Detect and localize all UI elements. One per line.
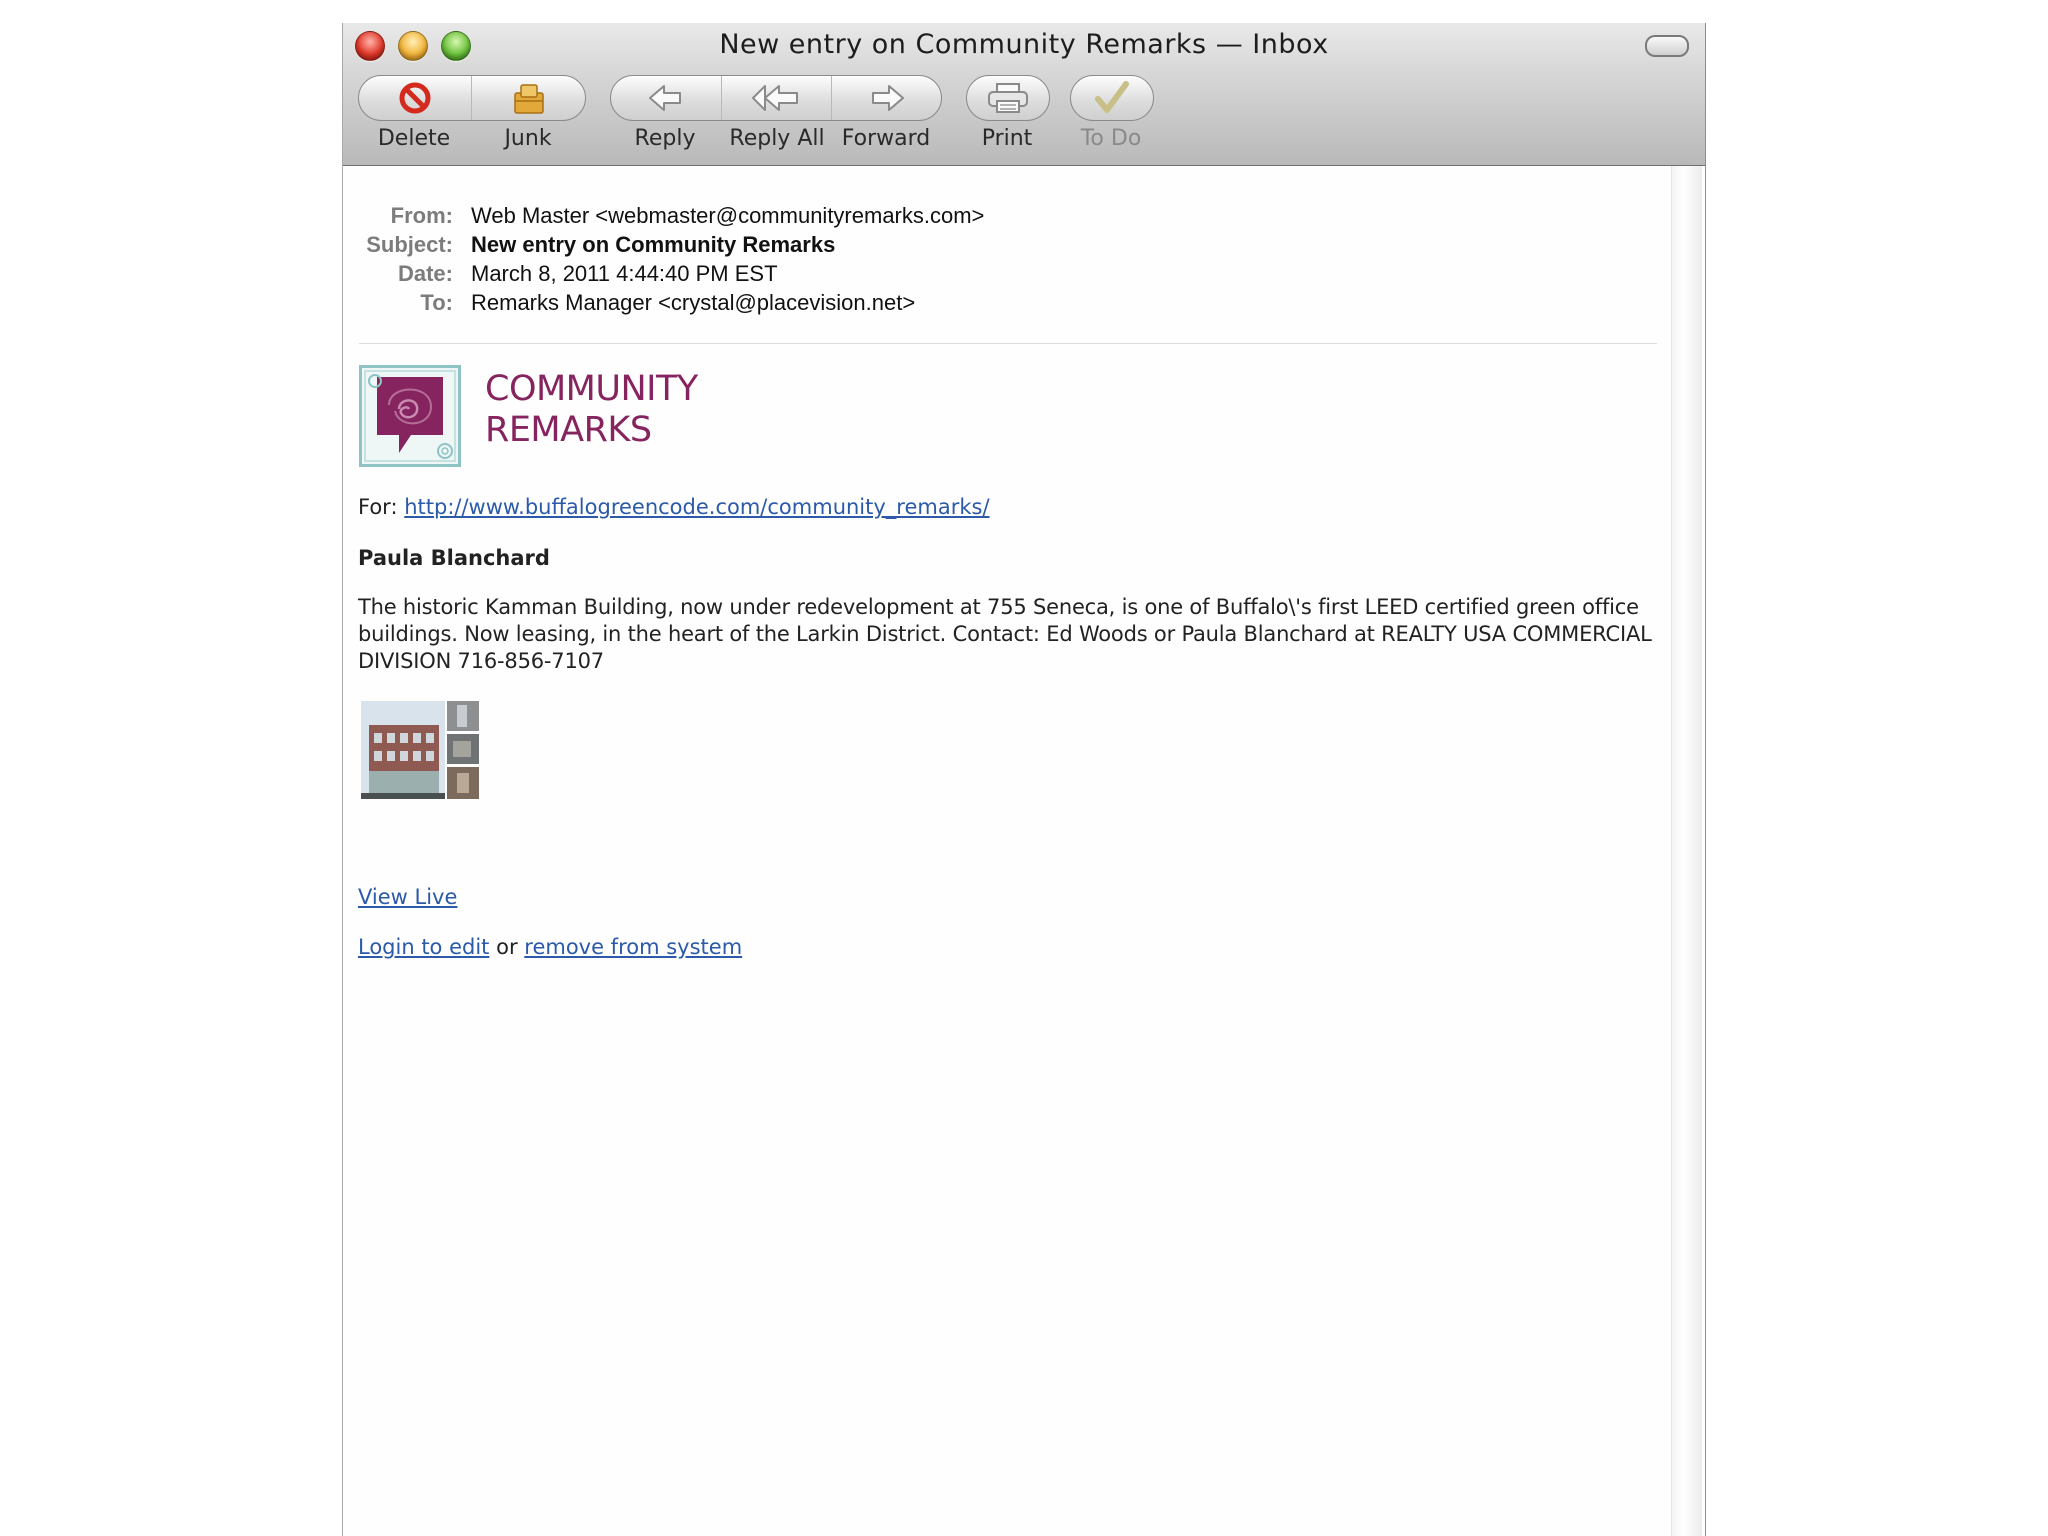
forward-button[interactable] <box>831 76 941 120</box>
community-remarks-url-link[interactable]: http://www.buffalogreencode.com/community_remarks/ <box>404 495 990 519</box>
delete-label: Delete <box>377 126 451 151</box>
for-line <box>358 495 990 519</box>
print-icon <box>985 81 1031 115</box>
date-value: March 8, 2011 4:44:40 PM EST <box>471 261 778 286</box>
to-value[interactable]: Remarks Manager <crystal@placevision.net> <box>471 290 916 315</box>
reply-button[interactable] <box>611 76 721 120</box>
window-title: New entry on Community Remarks — Inbox <box>719 29 1329 60</box>
view-live-link[interactable]: View Live <box>358 885 458 909</box>
vertical-scrollbar[interactable] <box>1671 166 1702 1536</box>
entry-author: Paula Blanchard <box>358 546 550 570</box>
brand-name <box>485 369 698 451</box>
toolbar-toggle-button[interactable] <box>1645 35 1689 57</box>
to-label: To: <box>420 290 453 315</box>
delete-button[interactable] <box>359 76 471 120</box>
reply-group <box>610 75 942 121</box>
mail-window <box>342 23 1706 1536</box>
entry-description: The historic Kamman Building, now under redevelopment at 755 Seneca, is one of Buffalo\'s first LEED certified green office buildings. Now leasing, in the heart of the Larkin District. Contact: Ed Woods or Paula Blanchard at REALTY USA COMMERCIAL DIVISION 716-856-7107 <box>358 595 1652 673</box>
todo-group <box>1070 75 1154 121</box>
reply-all-label: Reply All <box>729 126 825 151</box>
remove-from-system-link[interactable]: remove from system <box>524 935 743 959</box>
delete-junk-group <box>358 75 586 121</box>
from-value[interactable]: Web Master <webmaster@communityremarks.com> <box>471 203 985 228</box>
date-label: Date: <box>397 261 453 286</box>
entry-photo-thumbnail[interactable] <box>361 701 479 799</box>
or-text: or <box>496 935 518 959</box>
print-button[interactable] <box>967 76 1049 120</box>
view-live-line <box>358 885 457 909</box>
junk-button[interactable] <box>471 76 585 120</box>
print-group <box>966 75 1050 121</box>
forward-label: Forward <box>841 126 931 151</box>
todo-label: To Do <box>1080 126 1142 151</box>
reply-label: Reply <box>634 126 696 151</box>
login-to-edit-link[interactable]: Login to edit <box>358 935 490 959</box>
header-divider <box>359 343 1657 344</box>
title-bar <box>343 23 1705 166</box>
forward-icon <box>867 82 907 114</box>
brand-line-1: COMMUNITY <box>485 369 698 409</box>
todo-button[interactable] <box>1071 76 1153 120</box>
reply-all-icon <box>751 82 803 114</box>
community-remarks-logo <box>359 365 461 467</box>
print-label: Print <box>981 126 1033 151</box>
junk-label: Junk <box>504 126 552 151</box>
brand-line-2: REMARKS <box>485 410 652 450</box>
junk-icon <box>511 81 547 115</box>
for-label: For: <box>358 495 398 519</box>
todo-checkmark-icon <box>1092 80 1132 116</box>
delete-icon <box>398 81 432 115</box>
subject-value: New entry on Community Remarks <box>471 232 836 257</box>
subject-label: Subject: <box>366 232 453 257</box>
edit-line <box>358 935 742 959</box>
reply-all-button[interactable] <box>721 76 832 120</box>
from-label: From: <box>390 203 453 228</box>
reply-icon <box>646 82 686 114</box>
